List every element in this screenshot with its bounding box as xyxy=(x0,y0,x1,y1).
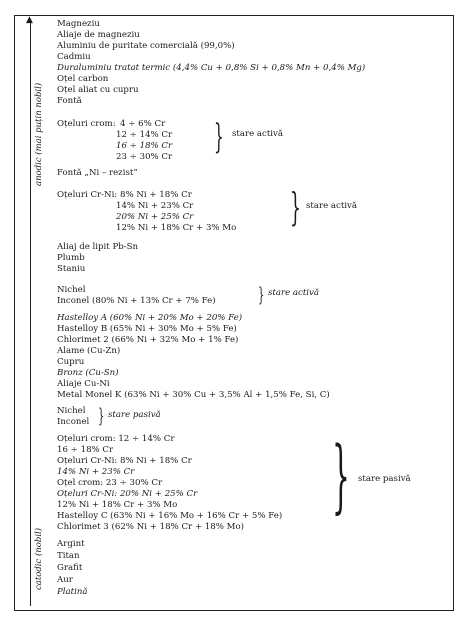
list-item: Duraluminiu tratat termic (4,4% Cu + 0,8% Si + 0,8% Mn + 0,4% Mg) xyxy=(57,63,366,73)
crni-active-label: Oțeluri Cr-Ni: xyxy=(57,190,118,200)
list-item: Grafit xyxy=(57,563,83,573)
list-item: Oțeluri Cr-Ni: 20% Ni + 25% Cr xyxy=(57,489,198,499)
list-item: Alame (Cu-Zn) xyxy=(57,346,121,356)
brace-icon: } xyxy=(290,185,301,229)
state-label: stare activă xyxy=(306,201,358,211)
list-item: Staniu xyxy=(57,264,86,274)
list-item: 12% Ni + 18% Cr + 3% Mo xyxy=(116,223,237,233)
list-item: Oțeluri crom: 12 ÷ 14% Cr xyxy=(57,434,175,444)
list-item: Inconel xyxy=(57,417,90,427)
list-item: 8% Ni + 18% Cr xyxy=(120,190,192,200)
list-item: Nichel xyxy=(57,406,86,416)
list-item: Aliaje de magneziu xyxy=(57,30,140,40)
up-arrow-icon: ▲ xyxy=(26,15,33,25)
state-label: stare pasivă xyxy=(108,410,161,420)
list-item: Magneziu xyxy=(57,19,100,29)
list-item: Aluminiu de puritate comercială (99,0%) xyxy=(57,41,235,51)
list-item: 14% Ni + 23% Cr xyxy=(57,467,135,477)
list-item: Chlorimet 3 (62% Ni + 18% Cr + 18% Mo) xyxy=(57,522,244,532)
list-item: 23 ÷ 30% Cr xyxy=(116,152,173,162)
list-item: 16 ÷ 18% Cr xyxy=(116,141,173,151)
list-item: 4 ÷ 6% Cr xyxy=(120,119,166,129)
list-item: Titan xyxy=(57,551,80,561)
brace-icon: } xyxy=(332,429,350,522)
list-item: Oțel crom: 23 ÷ 30% Cr xyxy=(57,478,163,488)
brace-icon: } xyxy=(214,117,224,157)
brace-icon: } xyxy=(258,282,265,306)
list-item: Plumb xyxy=(57,253,85,263)
list-item: Inconel (80% Ni + 13% Cr + 7% Fe) xyxy=(57,296,216,306)
list-item: Fontă xyxy=(57,96,82,106)
list-item: Oțel aliat cu cupru xyxy=(57,85,139,95)
list-item: Oțel carbon xyxy=(57,74,109,84)
list-item: Oțeluri Cr-Ni: 8% Ni + 18% Cr xyxy=(57,456,192,466)
side-label-cathodic: catodic (nobil) xyxy=(34,527,44,590)
list-item: Aur xyxy=(57,575,73,585)
list-item: Aliaj de lipit Pb-Sn xyxy=(57,242,139,252)
list-item: 14% Ni + 23% Cr xyxy=(116,201,194,211)
state-label: stare pasivă xyxy=(358,474,411,484)
list-item: Nichel xyxy=(57,285,86,295)
list-item: Hastelloy B (65% Ni + 30% Mo + 5% Fe) xyxy=(57,324,237,334)
list-item: Cupru xyxy=(57,357,85,367)
list-item: 12% Ni + 18% Cr + 3% Mo xyxy=(57,500,178,510)
list-item: Platină xyxy=(57,587,88,597)
crom-active-label: Oțeluri crom: xyxy=(57,119,116,129)
list-item: 20% Ni + 25% Cr xyxy=(116,212,194,222)
list-item: Metal Monel K (63% Ni + 30% Cu + 3,5% Al + 1,5% Fe, Si, C) xyxy=(57,390,330,400)
list-item: Cadmiu xyxy=(57,52,91,62)
nobility-axis xyxy=(30,22,31,606)
list-item: Hastelloy C (63% Ni + 16% Mo + 16% Cr + 5% Fe) xyxy=(57,511,283,521)
list-item: Bronz (Cu-Sn) xyxy=(57,368,119,378)
state-label: stare activă xyxy=(232,129,284,139)
side-label-anodic: anodic (mai puțin nobil) xyxy=(34,82,44,186)
list-item: Hastelloy A (60% Ni + 20% Mo + 20% Fe) xyxy=(57,313,243,323)
list-item: Aliaje Cu-Ni xyxy=(57,379,110,389)
state-label: stare activă xyxy=(268,288,320,298)
list-item: Argint xyxy=(57,539,85,549)
list-item: Fontă „Ni – rezist” xyxy=(57,168,138,178)
list-item: Chlorimet 2 (66% Ni + 32% Mo + 1% Fe) xyxy=(57,335,239,345)
brace-icon: } xyxy=(98,403,105,427)
list-item: 16 ÷ 18% Cr xyxy=(57,445,114,455)
list-item: 12 ÷ 14% Cr xyxy=(116,130,173,140)
